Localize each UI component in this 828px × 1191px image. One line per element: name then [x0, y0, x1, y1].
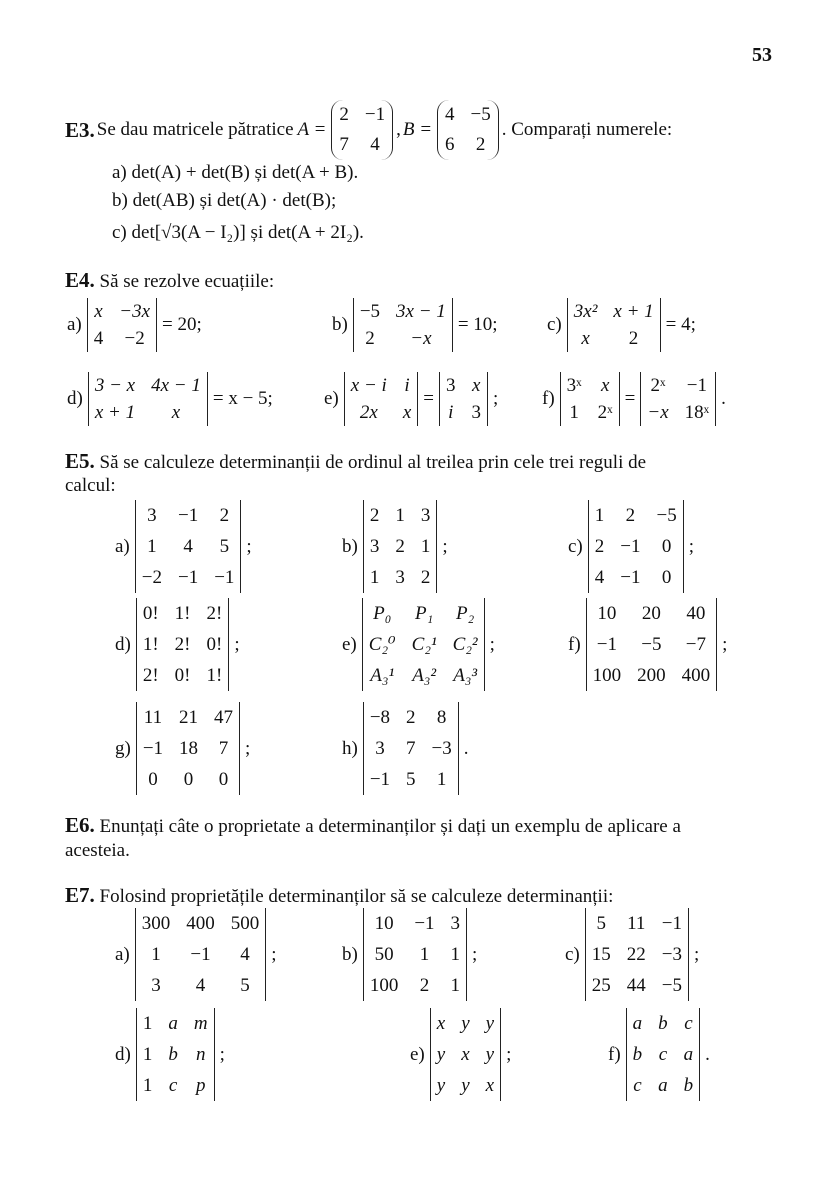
e7-item-b	[340, 908, 479, 1001]
matrix-cell: −5	[661, 975, 682, 996]
equation-text: ;	[688, 535, 694, 557]
equation-text: =	[423, 388, 434, 409]
determinant	[626, 1008, 701, 1101]
exercise-e6-title	[65, 813, 681, 838]
matrix-cell: A₃³	[453, 665, 478, 686]
matrix-cell: −1	[620, 567, 641, 588]
matrix-cell: 1	[147, 536, 157, 557]
equation-text: .	[721, 388, 726, 409]
exercise-e5-title	[65, 449, 646, 474]
matrix-cell: −1	[596, 634, 618, 655]
determinant	[136, 598, 229, 691]
matrix-cell: 0	[661, 536, 672, 557]
determinant	[430, 1008, 501, 1101]
matrix-cell: 4	[370, 134, 380, 155]
equation-text: = 10;	[457, 314, 498, 335]
matrix-cell: −1	[190, 944, 211, 965]
matrix-cell: 3	[147, 505, 157, 526]
item-label: b)	[342, 943, 358, 965]
matrix-cell: 2	[406, 707, 416, 728]
matrix-cell: a	[683, 1044, 694, 1065]
matrix-cell: 1	[419, 944, 430, 965]
statement-text: acesteia.	[65, 840, 130, 861]
matrix-cell: −x	[647, 402, 669, 423]
exercise-label: E4.	[65, 268, 95, 292]
equation-text: ;	[472, 943, 478, 965]
matrix-cell: b	[632, 1044, 643, 1065]
e7-item-e	[408, 1008, 513, 1101]
equation-text: ;	[492, 388, 499, 409]
matrix-cell: 2	[369, 505, 380, 526]
e5-item-c	[566, 500, 696, 593]
matrix-cell: 7	[218, 738, 229, 759]
matrix-cell: 5	[406, 769, 416, 790]
matrix-cell: P₂	[456, 603, 475, 624]
item-label: a)	[67, 314, 82, 335]
determinant	[439, 372, 488, 426]
exercise-e4-title	[65, 268, 274, 293]
exercise-label: E3.	[65, 117, 95, 142]
matrix-cell: x	[581, 328, 590, 349]
matrix-cell: 4x − 1	[151, 375, 201, 396]
equation-text: ;	[234, 633, 240, 655]
item-label: d)	[115, 1043, 131, 1065]
matrix-cell: c	[168, 1075, 178, 1096]
matrix-cell: −1	[177, 505, 199, 526]
e4-item-c	[545, 298, 698, 352]
matrix-cell: −5	[470, 104, 491, 125]
item-label: g)	[115, 737, 131, 759]
matrix-cell: 3	[471, 402, 481, 423]
equation-text: =	[624, 388, 636, 409]
matrix-cell: 0	[218, 769, 229, 790]
matrix-cell: 2x	[359, 402, 378, 423]
item-label: d)	[67, 388, 83, 409]
matrix-cell: A₃²	[412, 665, 437, 686]
matrix-cell: −5	[641, 634, 662, 655]
statement-text: calcul:	[65, 475, 116, 496]
matrix-cell: p	[195, 1075, 206, 1096]
matrix-cell: 40	[686, 603, 706, 624]
matrix-cell: 3	[369, 536, 380, 557]
matrix-cell: 4	[183, 536, 193, 557]
determinant	[135, 500, 242, 593]
e4-item-f	[540, 372, 728, 426]
equation-text: ;	[722, 633, 728, 655]
matrix-cell: 18ˣ	[684, 402, 710, 423]
matrix-cell: 1!	[142, 634, 159, 655]
matrix-cell: 2	[365, 328, 375, 349]
matrix-cell: −1	[177, 567, 199, 588]
item-label: b)	[332, 314, 348, 335]
matrix-cell: c	[658, 1044, 668, 1065]
matrix-cell: 44	[626, 975, 646, 996]
e5-item-a	[113, 500, 254, 593]
matrix-cell: x	[485, 1075, 495, 1096]
matrix-cell: 1	[436, 769, 447, 790]
matrix-cell: 1	[142, 1013, 153, 1034]
matrix-cell: 300	[141, 913, 171, 934]
matrix-cell: 11	[627, 913, 646, 934]
item-label: c)	[547, 314, 562, 335]
matrix-cell: 22	[626, 944, 646, 965]
determinant	[353, 298, 453, 352]
matrix-cell: 2ˣ	[650, 375, 666, 396]
matrix-cell: 5	[219, 536, 230, 557]
matrix-cell: a	[658, 1075, 668, 1096]
matrix-cell: −3x	[119, 301, 151, 322]
equation-text: ;	[506, 1043, 512, 1065]
equation-text: ;	[489, 633, 495, 655]
matrix-cell: 2	[594, 536, 605, 557]
matrix-cell: 0	[148, 769, 158, 790]
determinant	[560, 372, 620, 426]
matrix-cell: −2	[124, 328, 145, 349]
matrix-cell: 1!	[206, 665, 223, 686]
item-label: c)	[565, 943, 580, 965]
determinant	[586, 598, 718, 691]
matrix-cell: 2	[339, 104, 349, 125]
matrix-cell: 3 − x	[94, 375, 136, 396]
matrix-cell: 1	[142, 1044, 153, 1065]
matrix-cell: 500	[230, 913, 260, 934]
matrix-cell: 0	[183, 769, 194, 790]
matrix-cell: −1	[620, 536, 641, 557]
e5-item-e	[340, 598, 497, 691]
determinant	[567, 298, 661, 352]
e7-item-f	[606, 1008, 712, 1101]
matrix-cell: 1	[594, 505, 605, 526]
page-number: 53	[752, 44, 772, 66]
item-label: c)	[568, 535, 583, 557]
matrix-cell: 1	[450, 975, 461, 996]
matrix-cell: −1	[364, 104, 386, 125]
equation-text: ;	[693, 943, 700, 965]
matrix-cell: 1	[151, 944, 161, 965]
matrix-cell: y	[461, 1013, 470, 1034]
matrix-cell: P₁	[415, 603, 434, 624]
exercise-label: E6.	[65, 813, 95, 837]
matrix-cell: 3x − 1	[396, 301, 446, 322]
item-label: e)	[410, 1043, 425, 1065]
e7-item-d	[113, 1008, 227, 1101]
item-label: f)	[542, 388, 555, 409]
matrix-cell: b	[658, 1013, 668, 1034]
determinant	[136, 702, 240, 795]
matrix-cell: −8	[369, 707, 391, 728]
determinant	[363, 908, 467, 1001]
matrix-cell: 2	[625, 505, 636, 526]
e5-item-g	[113, 702, 252, 795]
determinant	[363, 702, 459, 795]
matrix-cell: x	[600, 375, 610, 396]
matrix-cell: 4	[445, 104, 455, 125]
matrix-cell: x + 1	[613, 301, 654, 322]
item-label: b)	[342, 535, 358, 557]
e4-item-d	[65, 372, 275, 426]
matrix-cell: 2	[219, 505, 230, 526]
determinant	[87, 298, 157, 352]
e4-item-b	[330, 298, 500, 352]
matrix-cell: 1	[569, 402, 579, 423]
determinant	[363, 500, 438, 593]
matrix-cell: 47	[214, 707, 234, 728]
matrix-cell: 3	[420, 505, 431, 526]
matrix-cell: 1	[450, 944, 461, 965]
matrix-cell: 3x²	[573, 301, 598, 322]
matrix-cell: 3	[445, 375, 456, 396]
matrix-cell: −1	[414, 913, 435, 934]
matrix-cell: 1	[395, 505, 405, 526]
matrix-cell: 8	[436, 707, 447, 728]
matrix-cell: 2!	[142, 665, 159, 686]
determinant	[88, 372, 208, 426]
matrix-cell: y	[485, 1013, 495, 1034]
matrix-cell: 15	[591, 944, 611, 965]
matrix-cell: 0!	[206, 634, 223, 655]
matrix-cell: a	[168, 1013, 178, 1034]
e5-item-h	[340, 702, 471, 795]
matrix-cell: y	[436, 1075, 446, 1096]
determinant	[135, 908, 267, 1001]
e7-item-c	[563, 908, 701, 1001]
matrix-cell: 4	[240, 944, 250, 965]
matrix-cell: y	[461, 1075, 470, 1096]
equation-text: = x − 5;	[212, 388, 273, 409]
equation-text: .	[463, 737, 469, 759]
matrix-cell: A₃¹	[370, 665, 395, 686]
matrix-cell: 25	[591, 975, 611, 996]
matrix-cell: 20	[641, 603, 661, 624]
item-label: e)	[342, 633, 357, 655]
matrix-cell: −7	[685, 634, 707, 655]
matrix-cell: 400	[186, 913, 215, 934]
matrix-cell: 2	[475, 134, 486, 155]
matrix-cell: −x	[410, 328, 432, 349]
statement-text: Să se rezolve ecuațiile:	[99, 271, 275, 292]
separator: ,	[396, 119, 401, 140]
equation-text: = 4;	[665, 314, 696, 335]
matrix-cell: 0!	[142, 603, 159, 624]
item-label: f)	[568, 633, 581, 655]
matrix-cell: P₀	[373, 603, 392, 624]
matrix-cell: 5	[240, 975, 250, 996]
matrix-cell: 2	[395, 536, 405, 557]
matrix-cell: 1!	[174, 603, 191, 624]
matrix-cell: 400	[681, 665, 711, 686]
matrix-cell: x	[402, 402, 412, 423]
matrix-cell: 11	[143, 707, 163, 728]
equation-text: ;	[246, 535, 252, 557]
matrix-cell: −1	[142, 738, 164, 759]
equation-text: = 20;	[162, 314, 202, 335]
equation-text: ;	[219, 1043, 225, 1065]
matrix-cell: −5	[656, 505, 677, 526]
matrix-cell: 100	[592, 665, 622, 686]
matrix-cell: −1	[686, 375, 707, 396]
matrix-cell: 2ˣ	[597, 402, 613, 423]
determinant	[362, 598, 485, 691]
e5-item-b	[340, 500, 450, 593]
equation-text: ;	[271, 943, 277, 965]
matrix-cell: x	[436, 1013, 446, 1034]
matrix-cell: 18	[179, 738, 199, 759]
matrix-cell: 0	[661, 567, 672, 588]
matrix-cell: 100	[369, 975, 399, 996]
matrix-cell: 1	[369, 567, 380, 588]
matrix-cell: x	[472, 375, 481, 396]
matrix-cell: c	[633, 1075, 642, 1096]
matrix-cell: 1	[142, 1075, 153, 1096]
determinant	[640, 372, 716, 426]
matrix-cell: 2!	[206, 603, 223, 624]
matrix-label: B =	[402, 119, 433, 140]
e3-item-a: a) det(A) + det(B) și det(A + B).	[112, 162, 359, 183]
matrix-a	[331, 100, 393, 160]
matrix-cell: 4	[93, 328, 104, 349]
e3-item-b: b) det(AB) și det(A) · det(B);	[112, 190, 337, 211]
matrix-cell: x	[171, 402, 181, 423]
matrix-cell: n	[195, 1044, 206, 1065]
matrix-cell: c	[684, 1013, 693, 1034]
matrix-cell: b	[683, 1075, 694, 1096]
matrix-cell: 3	[375, 738, 385, 759]
equation-text: ;	[245, 737, 251, 759]
e7-item-a	[113, 908, 279, 1001]
item-label: h)	[342, 737, 358, 759]
matrix-cell: 3ˣ	[566, 375, 582, 396]
statement-text: . Comparați numerele:	[501, 119, 673, 140]
matrix-cell: 7	[339, 134, 349, 155]
equation-text: ;	[442, 535, 448, 557]
matrix-cell: −1	[661, 913, 682, 934]
matrix-cell: 2	[420, 567, 431, 588]
matrix-cell: x − i	[350, 375, 387, 396]
determinant	[585, 908, 689, 1001]
determinant	[136, 1008, 215, 1101]
matrix-cell: x	[94, 301, 103, 322]
matrix-cell: x + 1	[94, 402, 136, 423]
matrix-cell: 200	[637, 665, 666, 686]
matrix-cell: m	[193, 1013, 208, 1034]
matrix-cell: 3	[395, 567, 405, 588]
matrix-cell: i	[404, 375, 410, 396]
statement-text: Se dau matricele pătratice	[96, 119, 294, 140]
item-label: f)	[608, 1043, 621, 1065]
matrix-cell: b	[168, 1044, 178, 1065]
matrix-cell: −5	[359, 301, 381, 322]
exercise-e7-title	[65, 883, 613, 908]
e5-item-d	[113, 598, 242, 691]
matrix-cell: 1	[420, 536, 431, 557]
matrix-cell: i	[448, 402, 454, 423]
exercise-e3-statement	[65, 100, 672, 160]
matrix-cell: 2	[628, 328, 639, 349]
matrix-cell: −3	[661, 944, 682, 965]
matrix-cell: 2!	[174, 634, 191, 655]
matrix-cell: 4	[594, 567, 605, 588]
statement-text: Să se calculeze determinanții de ordinul al treilea prin cele trei reguli de	[99, 452, 647, 473]
determinant	[588, 500, 684, 593]
matrix-cell: C₂⁰	[368, 634, 396, 655]
exercise-label: E7.	[65, 883, 95, 907]
matrix-cell: −2	[141, 567, 162, 588]
matrix-cell: a	[632, 1013, 643, 1034]
matrix-cell: 21	[179, 707, 199, 728]
matrix-cell: y	[436, 1044, 446, 1065]
equation-text: .	[705, 1043, 710, 1065]
e5-item-f	[566, 598, 729, 691]
item-label: d)	[115, 633, 131, 655]
matrix-cell: 10	[597, 603, 617, 624]
matrix-cell: −3	[431, 738, 452, 759]
matrix-cell: 7	[406, 738, 416, 759]
e4-item-e	[322, 372, 500, 426]
item-label: a)	[115, 535, 130, 557]
matrix-label: A =	[297, 119, 327, 140]
exercise-label: E5.	[65, 449, 95, 473]
matrix-cell: 2	[419, 975, 430, 996]
determinant	[344, 372, 418, 426]
matrix-cell: C₂¹	[411, 634, 437, 655]
matrix-cell: 4	[195, 975, 206, 996]
matrix-cell: 6	[445, 134, 455, 155]
matrix-cell: 10	[374, 913, 394, 934]
item-label: a)	[115, 943, 130, 965]
e4-item-a	[65, 298, 204, 352]
e3-item-c: c) det[√3(A − I₂)] și det(A + 2I₂).	[112, 222, 364, 243]
matrix-cell: −1	[214, 567, 235, 588]
matrix-cell: y	[485, 1044, 495, 1065]
matrix-cell: 0!	[174, 665, 191, 686]
statement-text: Enunțați câte o proprietate a determinanților și dați un exemplu de aplicare a	[99, 816, 681, 837]
statement-text: Folosind proprietățile determinanților să se calculeze determinanții:	[99, 886, 614, 907]
matrix-cell: x	[461, 1044, 470, 1065]
matrix-cell: C₂²	[452, 634, 478, 655]
item-label: e)	[324, 388, 339, 409]
matrix-cell: 50	[374, 944, 394, 965]
matrix-cell: −1	[369, 769, 391, 790]
matrix-b	[437, 100, 499, 160]
matrix-cell: 3	[450, 913, 461, 934]
matrix-cell: 5	[596, 913, 607, 934]
matrix-cell: 3	[151, 975, 161, 996]
